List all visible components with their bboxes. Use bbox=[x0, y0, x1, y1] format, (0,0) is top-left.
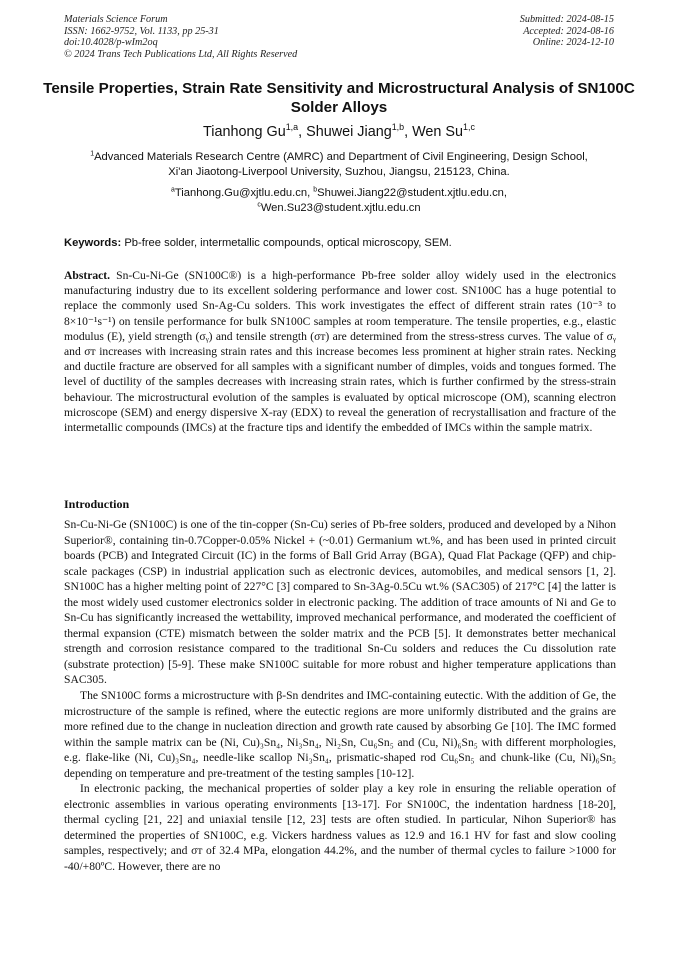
intro-paragraph: The SN100C forms a microstructure with β-Sn dendrites and IMC-containing eutectic. With the addition of Ge, the microstructure of the sample is refined, where the eutectic regions are more uniformly distributed and the grains are more refined due to the change in nucleation direction and growth rate caused by absorbing Ge [10]. The IMC formed within the sample matrix can be (Ni, Cu)₃Sn₄, Ni₃Sn₄, Ni₂Sn, Cu₆Sn₅ and (Cu, Ni)₆Sn₅ with different morphologies, e.g. flake-like (Ni, Cu)₃Sn₄, needle-like scallop Ni₃Sn₄, prismatic-shaped rod Cu₆Sn₅ and chunk-like (Cu, Ni)₆Sn₅ depending on temperature and pre-treatment of the testing samples [10-12]. bbox=[64, 689, 616, 780]
journal-name: Materials Science Forum bbox=[64, 14, 168, 25]
journal-header-right bbox=[520, 14, 614, 49]
abstract-text: Sn-Cu-Ni-Ge (SN100C®) is a high-performance Pb-free solder alloy widely used in the electronics manufacturing industry due to its excellent soldering performance and lower cost. SN100C has a huge potential to replace the commonly used Sn-Ag-Cu solders. This work investigates the effect of different strain rates (10⁻³ to 8×10⁻¹s⁻¹) on tensile performance for bulk SN100C samples at room temperature. The tensile properties, e.g., elastic modulus (E), yield strength (σᵧ) and tensile strength (σᴛ) are determined from the stress-stress curves. The value of σᵧ and σᴛ increases with increasing strain rates and this increase becomes less prominent at higher strain rates. Necking and ductile fracture are observed for all samples with a significant number of dimples, voids and tongues formed. The level of ductility of the samples decreases with increasing strain rates, which is further confirmed by the stress-strain behaviour. The microstructural evolution of the samples is evaluated by optical microscope (OM), scanning electron microscope (SEM) and energy dispersive X-ray (EDX) to reveal the generation of recrystallisation and fracture of the intermetallic compounds (IMCs) at the fracture tips and identify the embedded of IMCs within the sample matrix. bbox=[64, 269, 616, 435]
section-heading-introduction: Introduction bbox=[64, 497, 130, 511]
keywords-label: Keywords: bbox=[64, 237, 122, 249]
affiliation-line: Xi'an Jiaotong-Liverpool University, Suzhou, Jiangsu, 215123, China. bbox=[168, 165, 510, 178]
keywords-text: Pb-free solder, intermetallic compounds, optical microscopy, SEM. bbox=[124, 237, 452, 249]
accepted-date: Accepted: 2024-08-16 bbox=[523, 25, 614, 37]
intro-paragraph: In electronic packing, the mechanical properties of solder play a key role in ensuring the reliable operation of electronic assemblies in various operating environments [13-17]. For SN100C, the indentation hardness [18-20], thermal cycling [21, 22] and uniaxial tensile [12, 23] tests are often studied. In particular, Nihon Superior® has determined the properties of SN100C, e.g. Vickers hardness values as 12.9 and 16.1 HV for fast and slow cooling samples, respectively; and σᴛ of 32.4 MPa, elongation 44.2%, and the number of thermal cycles to failure >1000 for -40/+80ºC. However, there are no bbox=[64, 782, 616, 874]
author-list: Tianhong Gu$^{1,a}$, Shuwei Jiang$^{1,b}$, Wen Su$^{1,c}$ bbox=[203, 122, 475, 140]
affiliation bbox=[40, 150, 638, 179]
abstract-label: Abstract. bbox=[64, 269, 111, 282]
author-name: Shuwei Jiang bbox=[306, 124, 392, 140]
issn: ISSN: 1662-9752, Vol. 1133, pp 25-31 bbox=[64, 25, 219, 37]
affiliation-sup: 1 bbox=[90, 150, 95, 158]
submitted-date: Submitted: 2024-08-15 bbox=[519, 14, 614, 25]
email-sup: c bbox=[257, 200, 261, 208]
email-sup: a bbox=[170, 186, 175, 194]
journal-header-left bbox=[64, 14, 297, 60]
email-sup: b bbox=[313, 186, 318, 194]
abstract bbox=[64, 268, 616, 435]
author-name: Tianhong Gu bbox=[203, 124, 286, 140]
email-link[interactable]: Shuwei.Jiang22@student.xjtlu.edu.cn bbox=[317, 187, 504, 199]
author-name: Wen Su bbox=[412, 124, 464, 140]
online-date: Online: 2024-12-10 bbox=[532, 37, 614, 49]
intro-paragraph: Sn-Cu-Ni-Ge (SN100C) is one of the tin-copper (Sn-Cu) series of Pb-free solders, produced and developed by a Nihon Superior®, containing tin-0.7Copper-0.05% Nickel + (~0.01) Germanium wt.%, and has been used in printed circuit boards (PCB) and Integrated Circuit (IC) in the forms of Ball Grid Array (BGA), Quad Flat Package (QFP) and chip-scale packages (CSP) in industrial application such as electronic devices, automobiles, and medical sensors [1, 2]. SN100C has a higher melting point of 227°C [3] compared to Sn-3Ag-0.5Cu wt.% (SAC305) of 217°C [4] the latter is the most widely used customer electronics solder in electronic packing. The addition of trace amounts of Ni and Ge to Sn-Cu has significantly increased the wettability, improved mechanical performance, and moderated the coefficient of thermal expansion (CTE) mismatch between the solder matrix and the PCB [5]. It demonstrates better mechanical strength and corrosion resistance compared to the traditional Sn-Cu solders and reduces the Cu dissolution rate (substrate protection) [5-9]. These make SN100C suitable for more robust and higher temperature applications than SAC305. bbox=[64, 518, 616, 687]
paper-title: Tensile Properties, Strain Rate Sensitivity and Microstructural Analysis of SN100C Solder Alloys bbox=[43, 80, 635, 116]
author-sup: 1,c bbox=[463, 122, 475, 133]
introduction-body bbox=[64, 517, 616, 875]
email-link[interactable]: Wen.Su23@student.xjtlu.edu.cn bbox=[260, 201, 421, 214]
copyright: © 2024 Trans Tech Publications Ltd, All Rights Reserved bbox=[64, 48, 298, 60]
author-sup: 1,a bbox=[285, 122, 299, 133]
affiliation-line: Advanced Materials Research Centre (AMRC) and Department of Civil Engineering, Design School, bbox=[94, 151, 588, 163]
doi: doi:10.4028/p-wIm2oq bbox=[64, 37, 158, 49]
author-sup: 1,b bbox=[391, 122, 405, 133]
email-link[interactable]: Tianhong.Gu@xjtlu.edu.cn bbox=[174, 187, 308, 199]
keywords bbox=[64, 236, 616, 250]
author-emails: $^a$Tianhong.Gu@xjtlu.edu.cn, $^b$Shuwei.Jiang22@student.xjtlu.edu.cn, $^c$Wen.Su23@student.xjtlu.edu.cn bbox=[170, 186, 507, 214]
